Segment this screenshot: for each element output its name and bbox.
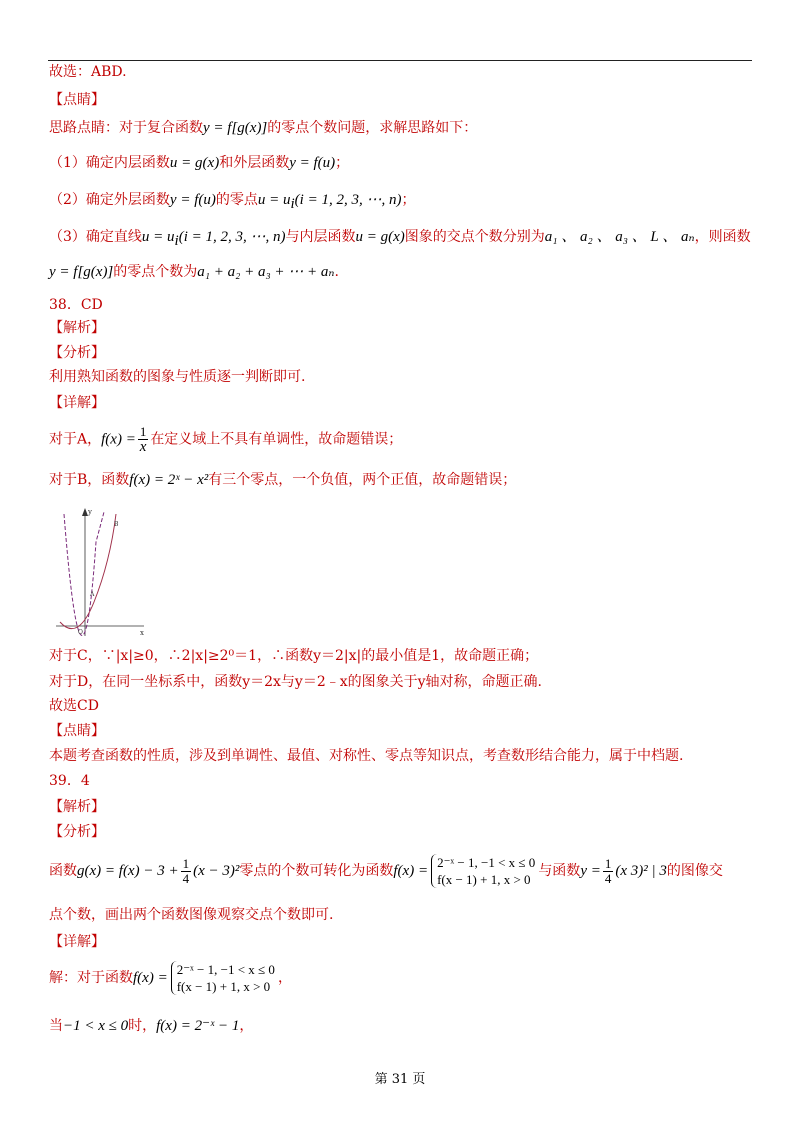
graph-origin-label: O xyxy=(78,629,83,636)
q38-choice: 故选CD xyxy=(49,698,99,714)
q38-option-b: 对于B，函数f(x) = 2ˣ − x²有三个零点，一个负值，两个正值，故命题错误； xyxy=(49,472,517,488)
answer-line: 故选：ABD. xyxy=(49,64,127,80)
step-3-cont: y = f[g(x)]的零点个数为a₁ + a₂ + a₃ + ⋯ + aₙ. xyxy=(49,264,339,280)
page-number: 第 31 页 xyxy=(374,1072,426,1087)
header-rule xyxy=(48,60,752,61)
graph-curve-b-label: B xyxy=(114,521,119,528)
graph-curve-a-label: A xyxy=(90,591,95,598)
piecewise-brace-2: 2⁻ˣ − 1, −1 < x ≤ 0 f(x − 1) + 1, x > 0 xyxy=(171,961,275,995)
fraction-1-over-4-b: $\frac{1}{4}$ xyxy=(604,855,612,886)
curve-a xyxy=(64,512,104,635)
q39-fenxi: 【分析】 xyxy=(49,824,105,840)
q39-when: 当−1 < x ≤ 0时，f(x) = 2⁻ˣ − 1， xyxy=(49,1018,254,1034)
q38-xiangjie: 【详解】 xyxy=(49,395,105,411)
q38-dianjing-text: 本题考查函数的性质，涉及到单调性、最值、对称性、零点等知识点，考查数形结合能力，属于中档题. xyxy=(49,748,684,764)
q39-answer: 39．4 xyxy=(49,773,90,789)
graph-x-label: x xyxy=(140,629,144,637)
graph-y-label: y xyxy=(88,508,92,516)
q39-solution: 解：对于函数f(x) = 2⁻ˣ − 1, −1 < x ≤ 0 f(x − 1) + 1, x > 0 ， xyxy=(49,962,292,994)
fraction-1-over-4: $\frac{1}{4}$ xyxy=(182,855,190,886)
step-1: （1）确定内层函数u = g(x)和外层函数y = f(u)； xyxy=(49,155,350,171)
piecewise-brace: 2⁻ˣ − 1, −1 < x ≤ 0 f(x − 1) + 1, x > 0 xyxy=(431,854,535,888)
step-2: （2）确定外层函数y = f(u)的零点$u = u_i(i = 1$, 2, 3, ⋯, n)； xyxy=(49,192,416,212)
q38-option-a: 对于A，f(x) = $\frac{1}{x}$ 在定义域上不具有单调性，故命题错误； xyxy=(49,424,403,455)
intro-line: 思路点睛：对于复合函数y = f[g(x)]的零点个数问题，求解思路如下： xyxy=(49,120,478,136)
q39-fenxi-formula: 函数g(x) = f(x) − 3 + $\frac{1}{4}$ (x − 3)²零点的个数可转化为函数f(x) = 2⁻ˣ − 1, −1 < x ≤ 0 f(x − 1) + 1, x > 0 与函数y = $\frac{1}{4}$ (x 3)² | 3的图像交 xyxy=(49,855,723,887)
step-3: （3）确定直线$u = u_i(i = 1$, 2, 3, ⋯, n)与内层函数u = g(x)图象的交点个数分别为a₁ 、 a₂ 、 a₃ 、 L 、 aₙ，则函数 xyxy=(49,229,751,249)
q38-fenxi-text: 利用熟知函数的图象与性质逐一判断即可. xyxy=(49,369,306,385)
q39-fenxi-cont: 点个数，画出两个函数图像观察交点个数即可. xyxy=(49,907,334,923)
q38-answer: 38．CD xyxy=(49,297,103,313)
fraction-1-over-x: $\frac{1}{x}$ xyxy=(139,424,147,455)
curve-b xyxy=(60,514,116,629)
dianjing-heading: 【点睛】 xyxy=(49,92,105,108)
q38-option-c: 对于C，∵|x|≥0，∴2|x|≥2⁰＝1，∴函数y＝2|x|的最小值是1，故命题正确； xyxy=(49,648,539,664)
q38-jiexi: 【解析】 xyxy=(49,320,105,336)
q38-option-d: 对于D，在同一坐标系中，函数y＝2x与y＝2﹣x的图象关于y轴对称，命题正确. xyxy=(49,674,543,690)
function-graph xyxy=(48,502,148,638)
q38-fenxi: 【分析】 xyxy=(49,345,105,361)
q39-xiangjie: 【详解】 xyxy=(49,934,105,950)
q38-dianjing: 【点睛】 xyxy=(49,723,105,739)
q39-jiexi: 【解析】 xyxy=(49,799,105,815)
